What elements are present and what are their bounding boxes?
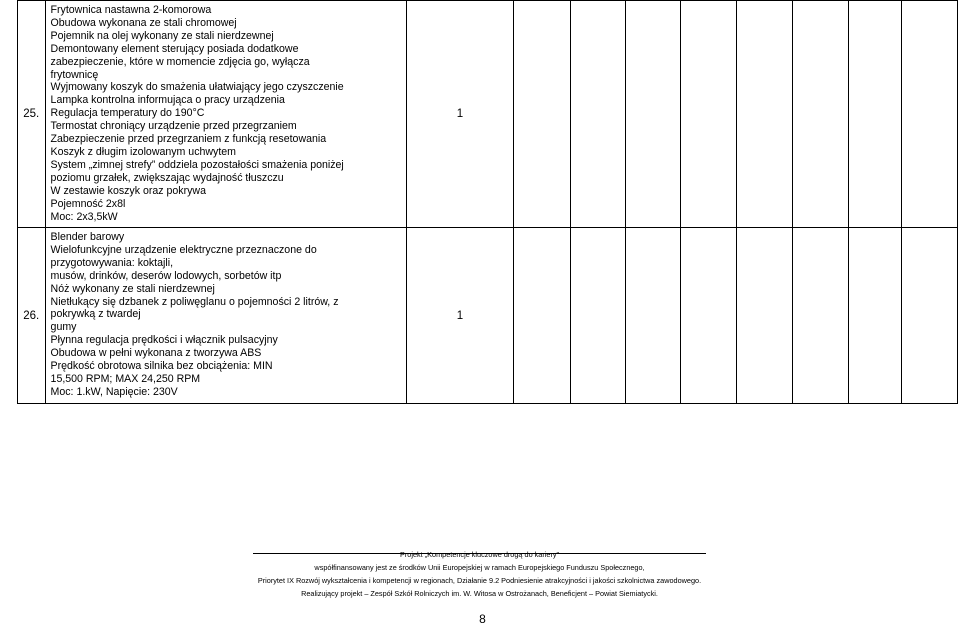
empty-cell <box>901 1 957 228</box>
description-line: poziomu grzałek, zwiększając wydajność tłuszczu <box>50 171 284 184</box>
empty-cell <box>681 1 737 228</box>
table-row <box>18 228 958 404</box>
empty-cell <box>737 228 792 404</box>
equipment-spec-table <box>17 0 958 404</box>
empty-cell <box>514 1 571 228</box>
description-line: Wyjmowany koszyk do smażenia ułatwiający jego czyszczenie <box>50 81 344 94</box>
description-line: Obudowa w pełni wykonana z tworzywa ABS <box>50 347 262 360</box>
description-line: Termostat chroniący urządzenie przed przegrzaniem <box>50 120 297 133</box>
description-line: frytownicę <box>50 68 99 81</box>
footer-priority-line: Priorytet IX Rozwój wykształcenia i kompetencji w regionach, Działanie 9.2 Podniesienie atrakcyjności i jakości szkolnictwa zawodowego. <box>257 576 702 585</box>
description-line: Nóż wykonany ze stali nierdzewnej <box>50 282 215 295</box>
description-line: przygotowywania: koktajli, <box>50 256 174 269</box>
description-line: Demontowany element sterujący posiada dodatkowe <box>50 42 299 55</box>
description-line: Blender barowy <box>50 231 125 243</box>
item-quantity: 1 <box>406 1 513 228</box>
description-line: musów, drinków, deserów lodowych, sorbetów itp <box>50 269 282 282</box>
description-line: Pojemnik na olej wykonany ze stali nierdzewnej <box>50 29 274 42</box>
table-row <box>18 1 958 228</box>
description-line: Prędkość obrotowa silnika bez obciążenia: MIN <box>50 360 273 373</box>
description-line: Zabezpieczenie przed przegrzaniem z funkcją resetowania <box>50 133 327 146</box>
empty-cell <box>571 1 626 228</box>
item-description <box>45 1 406 228</box>
description-line: pokrywką z twardej <box>50 308 141 321</box>
empty-cell <box>848 228 901 404</box>
description-line: Regulacja temperatury do 190°C <box>50 107 205 120</box>
empty-cell <box>626 228 681 404</box>
description-line: Wielofunkcyjne urządzenie elektryczne przeznaczone do <box>50 243 317 256</box>
description-line: Pojemność 2x8l <box>50 197 126 210</box>
description-line: Płynna regulacja prędkości i włącznik pulsacyjny <box>50 334 278 347</box>
empty-cell <box>571 228 626 404</box>
description-line: gumy <box>50 321 77 334</box>
empty-cell <box>901 228 957 404</box>
description-line: System „zimnej strefy” oddziela pozostałości smażenia poniżej <box>50 158 344 171</box>
description-line: Obudowa wykonana ze stali chromowej <box>50 16 237 29</box>
footer-project-title: Projekt „Kompetencje kluczowe drogą do kariery” <box>400 550 559 559</box>
description-line: Moc: 2x3,5kW <box>50 210 118 223</box>
empty-cell <box>792 1 848 228</box>
item-description <box>45 228 406 404</box>
description-line: Nietłukący się dzbanek z poliwęglanu o pojemności 2 litrów, z <box>50 295 339 308</box>
empty-cell <box>626 1 681 228</box>
page-number: 8 <box>479 612 486 626</box>
description-line: Frytownica nastawna 2-komorowa <box>50 4 212 16</box>
project-footer <box>0 548 959 600</box>
empty-cell <box>514 228 571 404</box>
description-line: Lampka kontrolna informująca o pracy urządzenia <box>50 94 285 107</box>
description-line: 15,500 RPM; MAX 24,250 RPM <box>50 372 201 385</box>
item-number: 25. <box>18 1 46 228</box>
description-line: Koszyk z długim izolowanym uchwytem <box>50 145 236 158</box>
description-line: Moc: 1.kW, Napięcie: 230V <box>50 385 178 398</box>
empty-cell <box>848 1 901 228</box>
item-number: 26. <box>18 228 46 404</box>
empty-cell <box>737 1 792 228</box>
description-line: zabezpieczenie, które w momencie zdjęcia go, wyłącza <box>50 55 310 68</box>
description-line: W zestawie koszyk oraz pokrywa <box>50 184 206 197</box>
empty-cell <box>681 228 737 404</box>
empty-cell <box>792 228 848 404</box>
item-quantity: 1 <box>406 228 513 404</box>
footer-funding-line: współfinansowany jest ze środków Unii Europejskiej w ramach Europejskiego Funduszu Społecznego, <box>314 563 645 572</box>
footer-beneficiary-line: Realizujący projekt – Zespół Szkół Rolniczych im. W. Witosa w Ostrożanach, Beneficjent – Powiat Siemiatycki. <box>301 589 658 598</box>
